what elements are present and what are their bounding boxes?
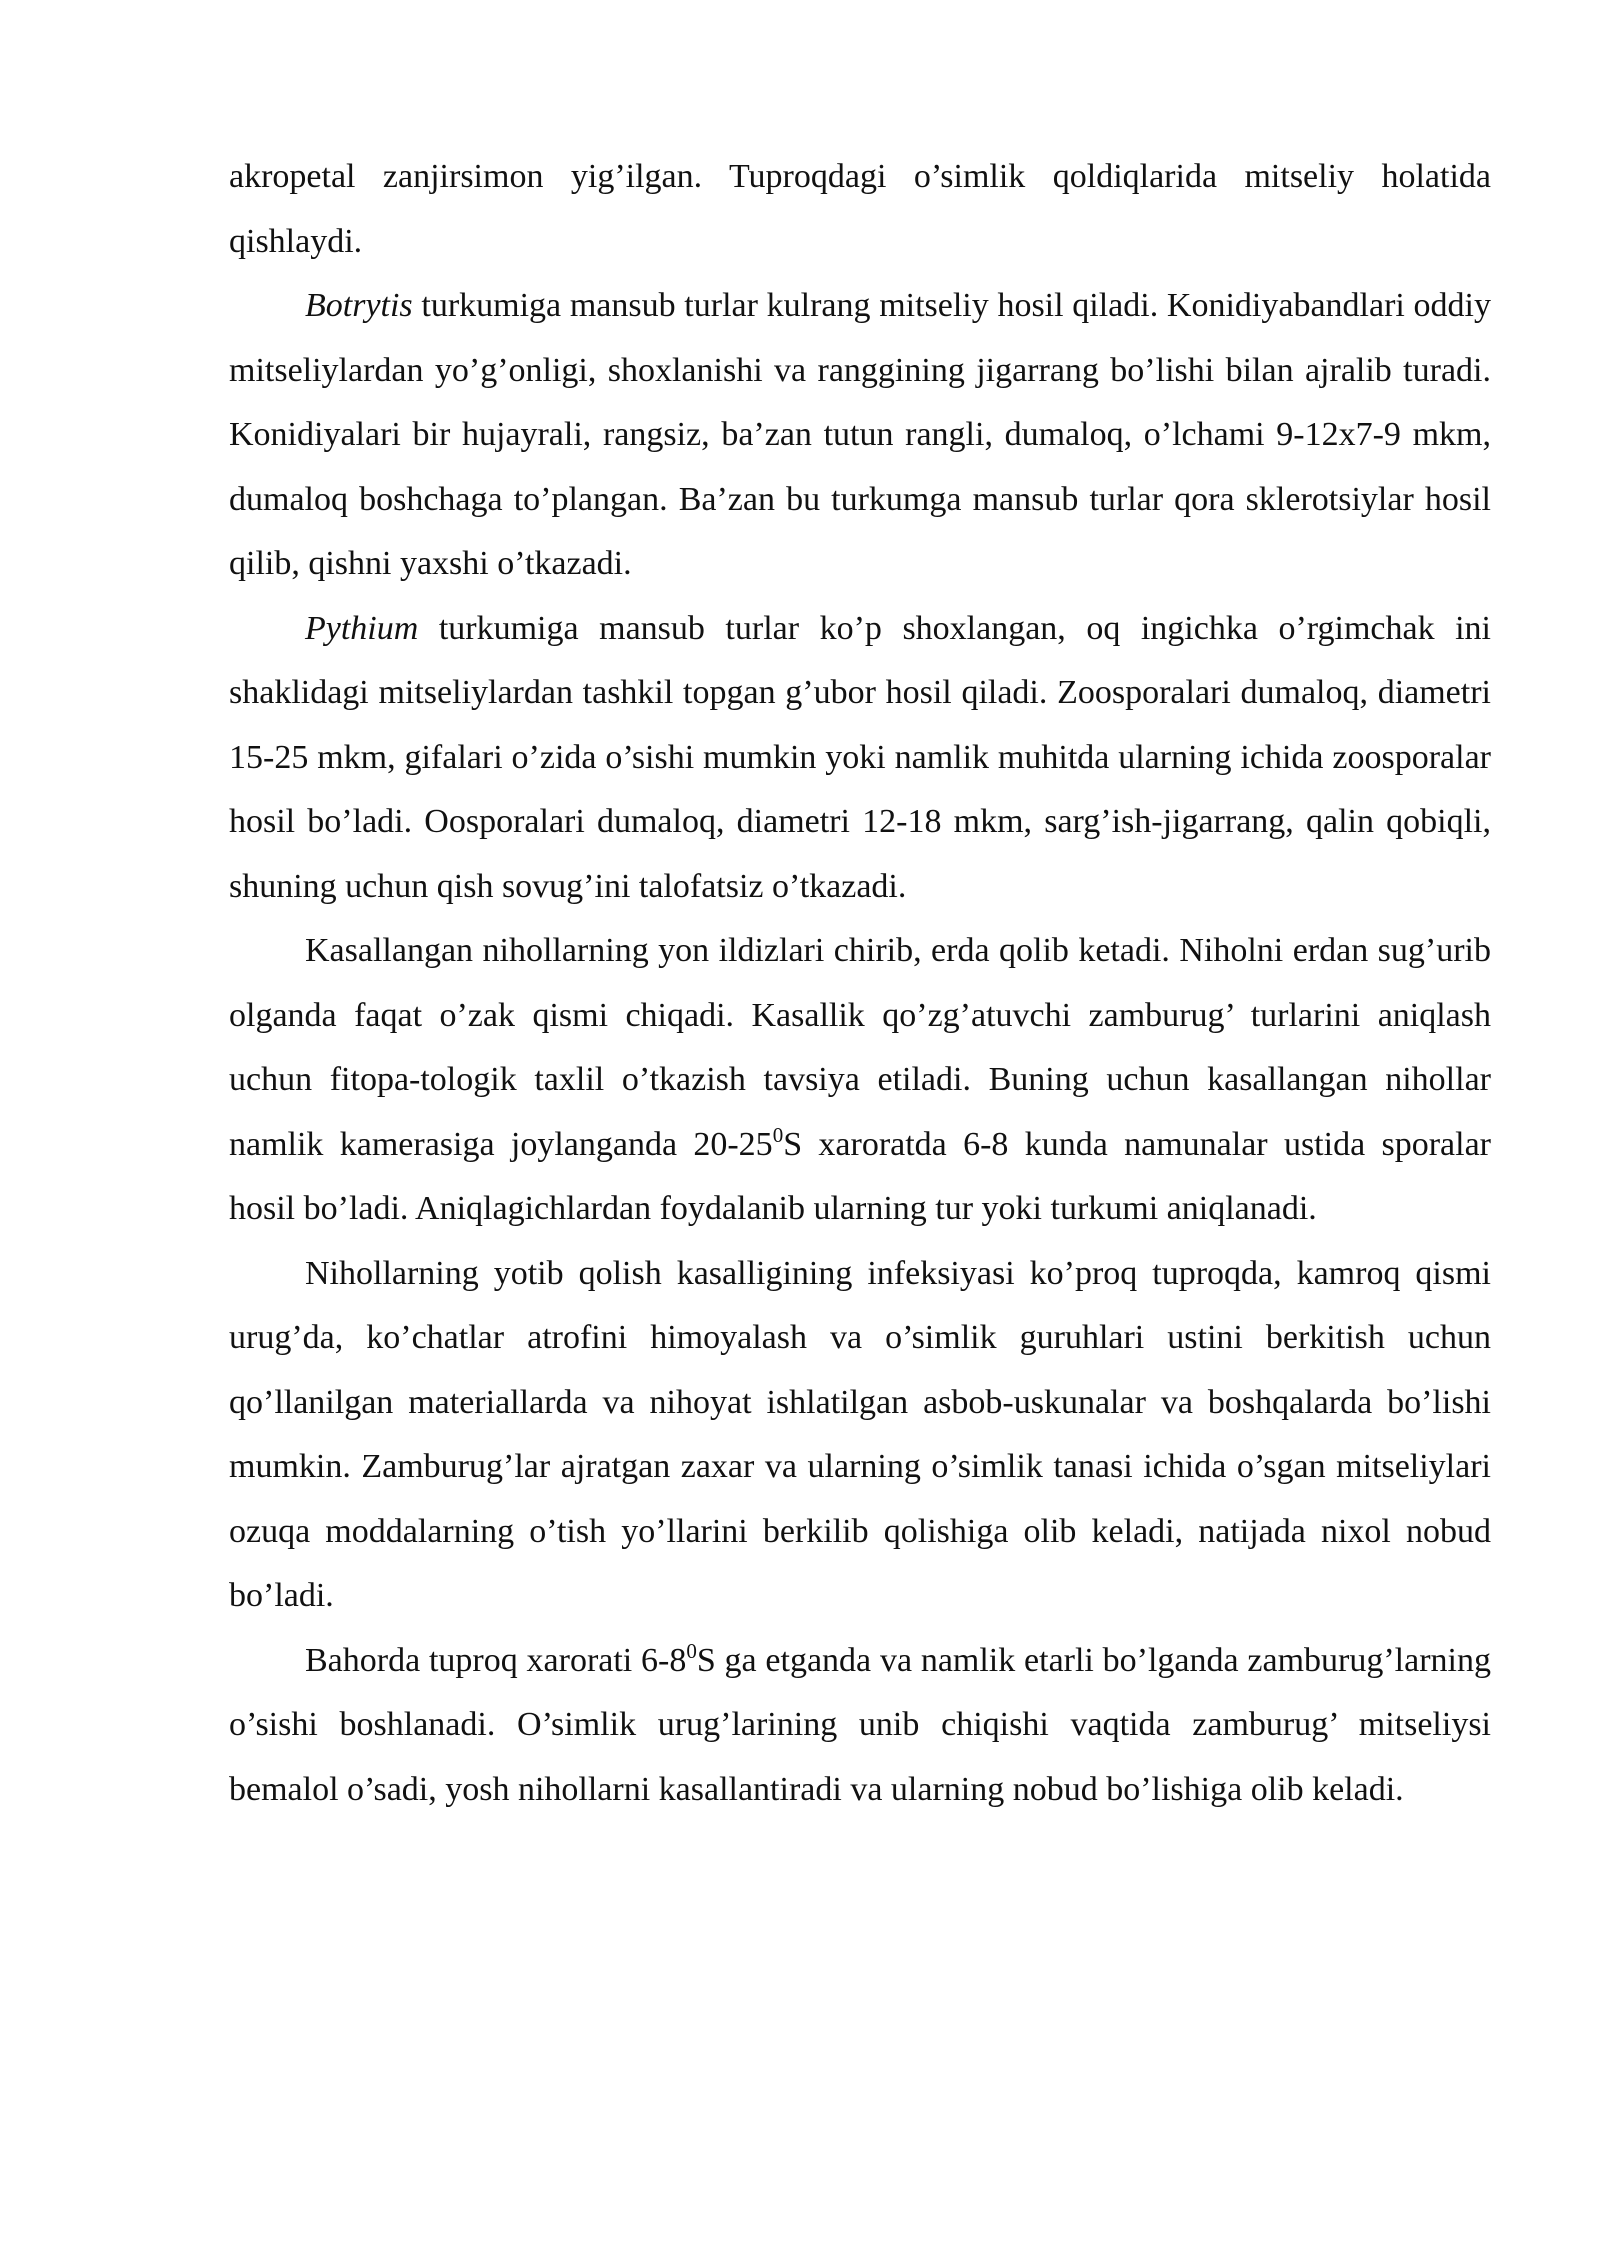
paragraph-infected-seedlings [229,919,1491,1242]
paragraph-spring-growth-text-b: S ga etganda va namlik etarli bo’lganda zamburug’larning o’sishi boshlanadi. O’simlik urug’larining unib chiqishi vaqtida zamburug’ mitseliysi bemalol o’sadi, yosh nihollarni kasallantiradi va ularning nobud bo’lishiga olib keladi. [229,1641,1491,1808]
paragraph-spring-growth-text-a: Bahorda tuproq xarorati 6-8 [305,1641,687,1679]
paragraph-botrytis [229,274,1491,597]
genus-name-botrytis: Botrytis [305,287,413,324]
genus-name-pythium: Pythium [305,609,419,647]
paragraph-infected-seedlings-text-a: Kasallangan nihollarning yon ildizlari chirib, erda qolib ketadi. Niholni erdan sug’urib olganda faqat o’zak qismi chiqadi. Kasallik qo’zg’atuvchi zamburug’ turlarini aniqlash uchun fitopa-tologik taxlil o’tkazish tavsiya etiladi. Buning uchun kasallangan nihollar namlik kamerasiga joylanganda 20-25 [229,932,1491,1163]
paragraph-pythium [229,597,1491,920]
document-body [229,145,1491,1822]
paragraph-botrytis-text: turkumiga mansub turlar kulrang mitseliy hosil qiladi. Konidiyabandlari oddiy mitseliylardan yo’g’onligi, shoxlanishi va ranggining jigarrang bo’lishi bilan ajralib turadi. Konidiyalari bir hujayrali, rangsiz, ba’zan tutun rangli, dumaloq, o’lchami 9-12x7-9 mkm, dumaloq boshchaga to’plangan. Ba’zan bu turkumga mansub turlar qora sklerotsiylar hosil qilib, qishni yaxshi o’tkazadi. [229,287,1491,582]
paragraph-infection-sources: Nihollarning yotib qolish kasalligining infeksiyasi ko’proq tuproqda, kamroq qismi urug’da, ko’chatlar atrofini himoyalash va o’simlik guruhlari ustini berkitish uchun qo’llanilgan materiallarda va nihoyat ishlatilgan asbob-uskunalar va boshqalarda bo’lishi mumkin. Zamburug’lar ajratgan zaxar va ularning o’simlik tanasi ichida o’sgan mitseliylari ozuqa moddalarning o’tish yo’llarini berkilib qolishiga olib keladi, natijada nixol nobud bo’ladi. [229,1254,1491,1614]
degree-superscript: 0 [772,1122,784,1147]
paragraph-pythium-text: turkumiga mansub turlar ko’p shoxlangan, oq ingichka o’rgimchak ini shaklidagi mitseliylardan tashkil topgan g’ubor hosil qiladi. Zoosporalari dumaloq, diametri 15-25 mkm, gifalari o’zida o’sishi mumkin yoki namlik muhitda ularning ichida zoosporalar hosil bo’ladi. Oosporalari dumaloq, diametri 12-18 mkm, sarg’ish-jigarrang, qalin qobiqli, shuning uchun qish sovug’ini talofatsiz o’tkazadi. [229,609,1491,905]
paragraph-infected-seedlings-text-b: S xaroratda 6-8 kunda namunalar ustida sporalar hosil bo’ladi. Aniqlagichlardan foydalanib ularning tur yoki turkumi aniqlanadi. [229,1125,1491,1227]
paragraph-continuation: akropetal zanjirsimon yig’ilgan. Tuproqdagi o’simlik qoldiqlarida mitseliy holatida qishlaydi. [229,158,1491,260]
paragraph-spring-growth [229,1629,1491,1823]
degree-superscript: 0 [686,1638,697,1663]
